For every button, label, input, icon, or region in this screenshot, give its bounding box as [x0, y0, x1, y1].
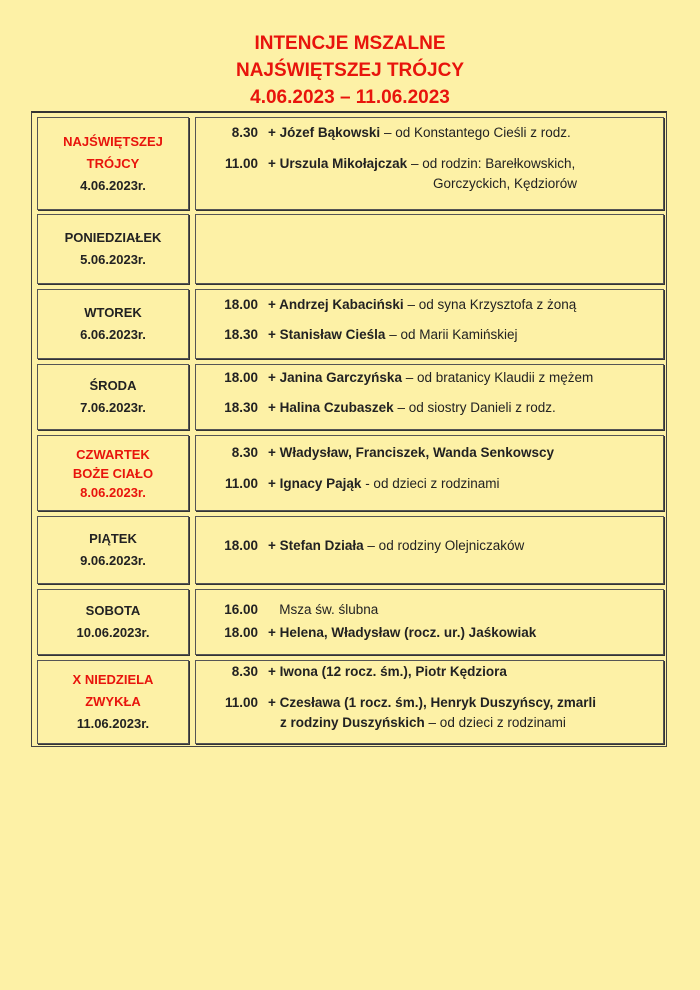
day-date: 8.06.2023r. — [80, 484, 146, 500]
intention-note: – od rodziny Olejniczaków — [363, 538, 525, 553]
day-date: 7.06.2023r. — [80, 400, 146, 415]
mass-time: 8.30 — [231, 445, 258, 460]
day-date: 9.06.2023r. — [80, 553, 146, 568]
day-name: NAJŚWIĘTSZEJ — [63, 133, 163, 149]
intention-name: + Andrzej Kabaciński — [268, 297, 404, 312]
day-date: 5.06.2023r. — [80, 252, 146, 267]
masses-cell-wednesday — [195, 364, 664, 430]
intention-name: + Stanisław Cieśla — [268, 327, 386, 342]
day-name: PIĄTEK — [89, 531, 137, 546]
day-date: 10.06.2023r. — [76, 625, 150, 640]
day-name: SOBOTA — [85, 603, 141, 618]
masses-cell-saturday — [195, 589, 664, 655]
masses-cell-monday — [195, 214, 664, 284]
intention-note-continued: Gorczyckich, Kędziorów — [433, 176, 578, 191]
intention-name: + Janina Garczyńska — [268, 370, 402, 385]
day-name: PONIEDZIAŁEK — [64, 230, 162, 245]
day-date: 6.06.2023r. — [80, 327, 146, 342]
mass-time: 11.00 — [224, 476, 258, 491]
intention-note: Msza św. ślubna — [268, 602, 379, 617]
intention-name: + Czesława (1 rocz. śm.), Henryk Duszyńscy, zmarli — [268, 695, 597, 710]
intention-name: + Halina Czubaszek — [268, 400, 394, 415]
day-name: WTOREK — [84, 305, 142, 320]
mass-time: 18.00 — [224, 538, 258, 553]
masses-cell-tuesday — [195, 289, 664, 359]
day-name: ŚRODA — [89, 378, 137, 393]
day-name: ZWYKŁA — [85, 694, 141, 709]
day-cell-saturday — [37, 589, 189, 655]
title-line-3: 4.06.2023 – 11.06.2023 — [250, 87, 450, 108]
day-name: TRÓJCY — [86, 155, 140, 171]
day-cell-sunday — [37, 117, 189, 210]
day-date: 4.06.2023r. — [80, 177, 146, 193]
masses-cell-sunday — [195, 117, 664, 210]
intention-name: + Józef Bąkowski — [268, 125, 381, 140]
masses-cell-thursday — [195, 435, 664, 511]
intention-note: - od dzieci z rodzinami — [361, 476, 500, 491]
intention-note: – od bratanicy Klaudii z mężem — [401, 370, 594, 385]
mass-time: 11.00 — [224, 695, 258, 710]
intention-note: – od syna Krzysztofa z żoną — [403, 297, 577, 312]
mass-time: 18.30 — [224, 400, 258, 415]
intention-name-continued: z rodziny Duszyńskich — [280, 715, 425, 730]
mass-time: 8.30 — [231, 125, 258, 140]
intention-name: + Ignacy Pająk — [268, 476, 362, 491]
day-name: X NIEDZIELA — [72, 672, 154, 687]
intention-name: + Iwona (12 rocz. śm.), Piotr Kędziora — [268, 664, 507, 679]
masses-cell-friday — [195, 516, 664, 584]
day-cell-friday — [37, 516, 189, 584]
title-line-2: NAJŚWIĘTSZEJ TRÓJCY — [235, 60, 465, 81]
masses-cell-x-sunday — [195, 660, 664, 744]
mass-time: 8.30 — [231, 664, 258, 679]
intention-name: + Władysław, Franciszek, Wanda Senkowscy — [268, 445, 554, 460]
intention-name: + Stefan Działa — [268, 538, 364, 553]
mass-time: 16.00 — [224, 602, 258, 617]
day-cell-thursday — [37, 435, 189, 511]
day-cell-monday — [37, 214, 189, 284]
mass-time: 18.00 — [224, 370, 258, 385]
intention-note: – od siostry Danieli z rodz. — [393, 400, 556, 415]
day-name: CZWARTEK — [76, 446, 150, 462]
intention-note: – od Konstantego Cieśli z rodz. — [380, 125, 571, 140]
mass-time: 18.00 — [224, 625, 258, 640]
day-cell-tuesday — [37, 289, 189, 359]
day-date: 11.06.2023r. — [76, 716, 150, 731]
intention-note: – od Marii Kamińskiej — [385, 327, 518, 342]
title-line-1: INTENCJE MSZALNE — [254, 33, 446, 54]
intention-name: + Helena, Władysław (rocz. ur.) Jaśkowiak — [268, 625, 537, 640]
intention-note-continued: – od dzieci z rodzinami — [424, 715, 566, 730]
day-cell-wednesday — [37, 364, 189, 430]
day-cell-x-sunday — [37, 660, 189, 744]
intention-note: – od rodzin: Barełkowskich, — [407, 156, 576, 171]
intention-name: + Urszula Mikołajczak — [268, 156, 408, 171]
mass-time: 18.30 — [224, 327, 258, 342]
mass-time: 18.00 — [224, 297, 258, 312]
day-name: BOŻE CIAŁO — [72, 465, 154, 481]
mass-time: 11.00 — [224, 156, 258, 171]
